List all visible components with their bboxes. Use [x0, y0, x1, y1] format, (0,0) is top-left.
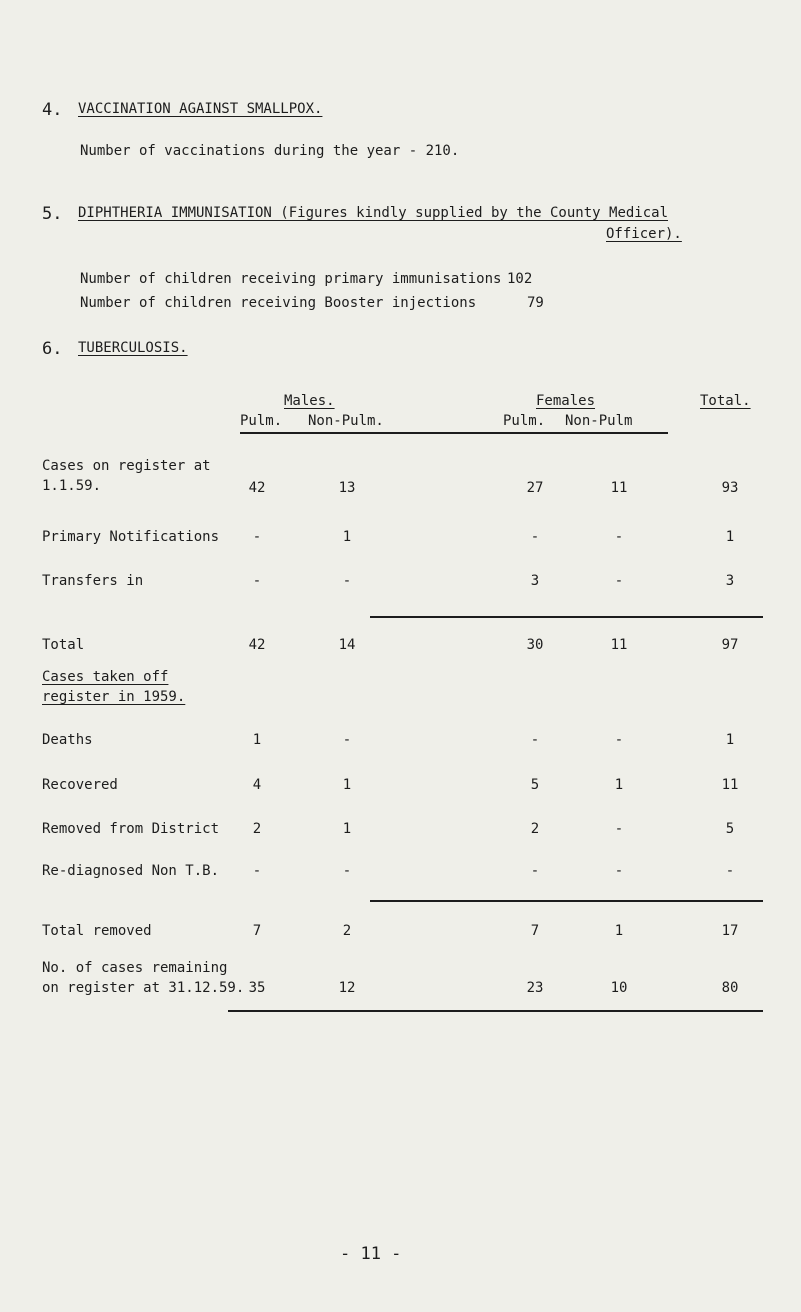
table-cell: 27 — [526, 480, 544, 496]
table-cell: 42 — [248, 637, 266, 653]
subheading: register in 1959. — [42, 689, 186, 705]
booster-injections-label: Number of children receiving Booster injections — [80, 295, 477, 311]
row-label: Re-diagnosed Non T.B. — [42, 863, 220, 879]
section-5-title: DIPHTHERIA IMMUNISATION (Figures kindly supplied by the County Medical — [78, 205, 669, 221]
page-number: - 11 - — [340, 1244, 402, 1264]
table-cell: 17 — [721, 923, 739, 939]
subtotal-rule — [370, 616, 763, 618]
table-cell: 10 — [610, 980, 628, 996]
section-4-title: VACCINATION AGAINST SMALLPOX. — [78, 101, 323, 117]
table-cell: - — [252, 529, 262, 545]
table-cell: 2 — [342, 923, 352, 939]
table-cell: 5 — [725, 821, 735, 837]
table-cell: - — [614, 732, 624, 748]
final-rule — [228, 1010, 763, 1012]
header-males: Males. — [284, 393, 335, 409]
header-females-non-pulm: Non-Pulm — [565, 413, 633, 429]
section-4-number: 4. — [42, 100, 63, 120]
section-5-title-continued: Officer). — [606, 226, 682, 242]
row-label: No. of cases remaining — [42, 960, 228, 976]
section-4-text: Number of vaccinations during the year - 210. — [80, 143, 460, 159]
table-cell: - — [342, 863, 352, 879]
table-cell: 1 — [252, 732, 262, 748]
table-cell: 13 — [338, 480, 356, 496]
table-cell: - — [252, 573, 262, 589]
table-cell: - — [614, 573, 624, 589]
row-label: Total removed — [42, 923, 152, 939]
header-males-pulm: Pulm. — [240, 413, 283, 429]
table-cell: 7 — [252, 923, 262, 939]
table-cell: - — [342, 732, 352, 748]
table-cell: 1 — [342, 777, 352, 793]
table-cell: 2 — [530, 821, 540, 837]
row-label: Cases on register at — [42, 458, 211, 474]
table-cell: 3 — [530, 573, 540, 589]
table-cell: - — [342, 573, 352, 589]
row-label: Recovered — [42, 777, 118, 793]
row-label: 1.1.59. — [42, 478, 102, 494]
table-cell: 11 — [610, 637, 628, 653]
subheading: Cases taken off — [42, 669, 169, 685]
table-cell: 2 — [252, 821, 262, 837]
table-cell: - — [530, 863, 540, 879]
section-5-number: 5. — [42, 204, 63, 224]
section-6-number: 6. — [42, 339, 63, 359]
table-cell: 11 — [610, 480, 628, 496]
header-rule — [240, 432, 528, 434]
header-males-non-pulm: Non-Pulm. — [308, 413, 384, 429]
row-label: Deaths — [42, 732, 93, 748]
table-cell: - — [614, 529, 624, 545]
section-6-title: TUBERCULOSIS. — [78, 340, 188, 356]
table-cell: 97 — [721, 637, 739, 653]
table-cell: 1 — [342, 529, 352, 545]
header-total: Total. — [700, 393, 751, 409]
table-cell: 30 — [526, 637, 544, 653]
row-label: on register at 31.12.59. — [42, 980, 245, 996]
table-cell: - — [614, 863, 624, 879]
table-cell: 4 — [252, 777, 262, 793]
row-label: Primary Notifications — [42, 529, 220, 545]
subtotal-rule — [370, 900, 763, 902]
table-cell: - — [725, 863, 735, 879]
booster-injections-value: 79 — [527, 295, 544, 311]
table-cell: 14 — [338, 637, 356, 653]
table-cell: - — [252, 863, 262, 879]
table-cell: 5 — [530, 777, 540, 793]
table-cell: 1 — [614, 923, 624, 939]
table-cell: 35 — [248, 980, 266, 996]
table-cell: 1 — [342, 821, 352, 837]
header-females-pulm: Pulm. — [503, 413, 546, 429]
table-cell: - — [530, 529, 540, 545]
row-label: Total — [42, 637, 85, 653]
table-cell: 3 — [725, 573, 735, 589]
primary-immunisations-value: 102 — [507, 271, 533, 287]
header-rule — [500, 432, 668, 434]
row-label: Transfers in — [42, 573, 144, 589]
table-cell: - — [614, 821, 624, 837]
table-cell: 7 — [530, 923, 540, 939]
row-label: Removed from District — [42, 821, 220, 837]
table-cell: 1 — [725, 529, 735, 545]
header-females: Females — [536, 393, 596, 409]
table-cell: 12 — [338, 980, 356, 996]
table-cell: 93 — [721, 480, 739, 496]
table-cell: 80 — [721, 980, 739, 996]
primary-immunisations-label: Number of children receiving primary immunisations — [80, 271, 502, 287]
table-cell: 23 — [526, 980, 544, 996]
table-cell: 11 — [721, 777, 739, 793]
table-cell: 1 — [725, 732, 735, 748]
table-cell: 42 — [248, 480, 266, 496]
table-cell: - — [530, 732, 540, 748]
table-cell: 1 — [614, 777, 624, 793]
